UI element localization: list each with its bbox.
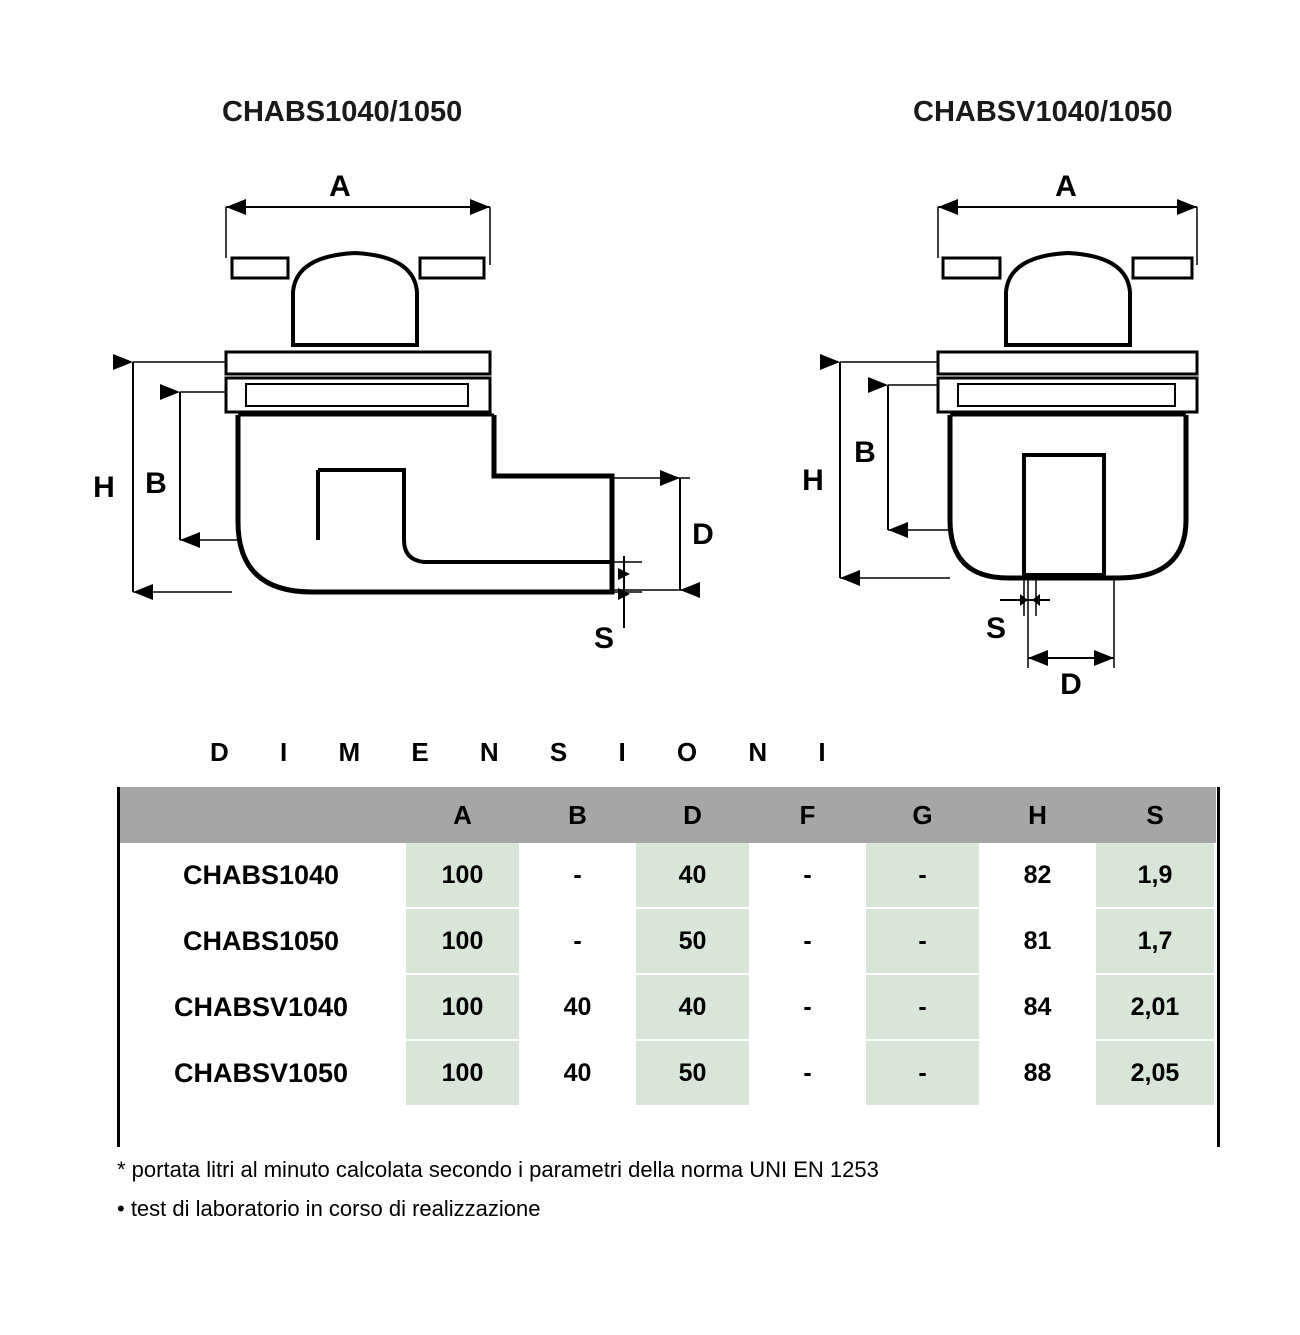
drawing-title-right: CHABSV1040/1050 [913, 96, 1173, 128]
col-header-blank [118, 788, 405, 842]
cell-d: 50 [635, 1040, 750, 1106]
col-header-h: H [980, 788, 1095, 842]
cell-b: - [520, 842, 635, 908]
dim-label-h-right: H [802, 464, 824, 497]
table-header-row [118, 788, 1215, 842]
cell-f: - [750, 908, 865, 974]
cell-f: - [750, 842, 865, 908]
dim-label-a-right: A [1055, 170, 1077, 203]
table-row [118, 1040, 1215, 1106]
cell-b: 40 [520, 1040, 635, 1106]
cell-s: 1,7 [1095, 908, 1215, 974]
cell-d: 40 [635, 974, 750, 1040]
footnote-portata: * portata litri al minuto calcolata secondo i parametri della norma UNI EN 1253 [117, 1157, 879, 1182]
col-header-d: D [635, 788, 750, 842]
cell-s: 2,05 [1095, 1040, 1215, 1106]
row-name: CHABS1040 [118, 842, 405, 908]
cell-h: 88 [980, 1040, 1095, 1106]
cell-h: 81 [980, 908, 1095, 974]
cell-b: 40 [520, 974, 635, 1040]
dim-label-s-left: S [593, 622, 615, 655]
cell-g: - [865, 908, 980, 974]
drawing-chabs [93, 170, 714, 655]
cell-b: - [520, 908, 635, 974]
dimensions-table [117, 787, 1216, 1107]
cell-f: - [750, 1040, 865, 1106]
row-name: CHABSV1040 [118, 974, 405, 1040]
col-header-s: S [1095, 788, 1215, 842]
dimensioni-heading: D I M E N S I O N I [210, 737, 848, 767]
cell-g: - [865, 842, 980, 908]
col-header-a: A [405, 788, 520, 842]
dim-label-d-left: D [692, 518, 714, 551]
dim-label-h-left: H [93, 471, 115, 504]
cell-s: 2,01 [1095, 974, 1215, 1040]
cell-a: 100 [405, 974, 520, 1040]
row-name: CHABS1050 [118, 908, 405, 974]
cell-h: 82 [980, 842, 1095, 908]
dim-label-b-right: B [854, 436, 876, 469]
drawing-chabsv [802, 170, 1197, 701]
cell-g: - [865, 1040, 980, 1106]
dim-label-a-left: A [329, 170, 351, 203]
cell-f: - [750, 974, 865, 1040]
cell-a: 100 [405, 1040, 520, 1106]
dim-label-b-left: B [145, 467, 167, 500]
col-header-b: B [520, 788, 635, 842]
cell-d: 40 [635, 842, 750, 908]
row-name: CHABSV1050 [118, 1040, 405, 1106]
cell-d: 50 [635, 908, 750, 974]
col-header-g: G [865, 788, 980, 842]
drawing-title-left: CHABS1040/1050 [222, 96, 463, 128]
dim-label-s-right: S [985, 612, 1007, 645]
cell-s: 1,9 [1095, 842, 1215, 908]
cell-h: 84 [980, 974, 1095, 1040]
footnote-test: • test di laboratorio in corso di realizzazione [117, 1196, 541, 1221]
col-header-f: F [750, 788, 865, 842]
table-row [118, 842, 1215, 908]
table-row [118, 974, 1215, 1040]
dim-label-d-right: D [1060, 668, 1082, 701]
cell-g: - [865, 974, 980, 1040]
cell-a: 100 [405, 908, 520, 974]
cell-a: 100 [405, 842, 520, 908]
table-row [118, 908, 1215, 974]
